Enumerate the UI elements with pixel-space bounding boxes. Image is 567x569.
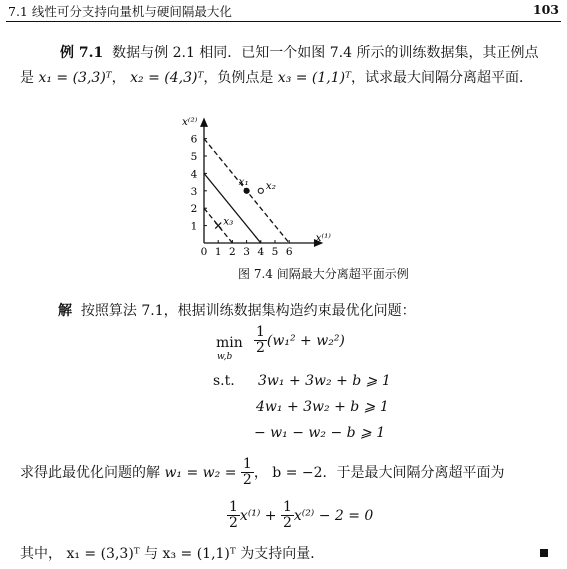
header-rule — [6, 21, 561, 22]
x3-definition: x₃ = (1,1)ᵀ — [277, 70, 352, 86]
page-number: 103 — [532, 2, 559, 17]
separator: ， — [111, 70, 131, 86]
y-tick-label: 5 — [190, 151, 198, 163]
hyper-fraction-1 — [227, 500, 240, 532]
x1-definition: x₁ = (3,3)ᵀ — [38, 70, 112, 86]
fraction-numerator: 1 — [229, 499, 238, 515]
result-b: ， b = −2．于是最大间隔分离超平面为 — [253, 464, 505, 481]
x-tick-label: 0 — [200, 246, 208, 258]
objective — [254, 325, 345, 357]
example-label: 例 7.1 — [60, 45, 104, 61]
result-fraction — [241, 457, 254, 489]
hyper-term-2: x⁽²⁾ − 2 = 0 — [293, 507, 374, 524]
constraint-1 — [258, 373, 391, 389]
subject-to-label: s.t. — [213, 373, 235, 389]
result-line — [20, 457, 505, 489]
figure-caption: 图 7.4 间隔最大分离超平面示例 — [238, 267, 409, 281]
point-label: x₃ — [223, 215, 234, 228]
example-line-1 — [60, 42, 538, 62]
y-tick-label: 4 — [190, 168, 198, 181]
x-tick-label: 2 — [229, 246, 236, 258]
example-tail: ，试求最大间隔分离超平面． — [351, 70, 534, 86]
result-prefix: 求得此最优化问题的解 — [20, 464, 165, 481]
y-tick-label: 3 — [190, 185, 198, 198]
figure-7-4-plot — [176, 108, 406, 263]
objective-expression: (w₁² + w₂²) — [266, 332, 345, 349]
positive-point-marker — [244, 188, 249, 193]
min-operator: min — [216, 335, 243, 351]
fraction-numerator: 1 — [282, 499, 292, 515]
separating-hyperplane — [204, 173, 261, 243]
x-tick-label: 4 — [257, 246, 265, 258]
x-tick-label: 6 — [285, 246, 293, 258]
constraint-3 — [254, 425, 385, 441]
hyperplane-equation — [227, 500, 373, 532]
support-vectors-line: 其中， x₁ = (3,3)ᵀ 与 x₃ = (1,1)ᵀ 为支持向量． — [20, 546, 325, 562]
fraction-denominator: 2 — [242, 472, 252, 489]
solution-intro — [58, 300, 416, 320]
y-tick-label: 6 — [190, 133, 198, 146]
point-label: x₁ — [238, 175, 249, 188]
fraction-denominator: 2 — [282, 515, 292, 532]
y-axis-arrow — [201, 119, 207, 126]
y-tick-label: 1 — [190, 220, 198, 233]
half-fraction — [254, 325, 267, 357]
constraint-2 — [256, 399, 389, 415]
fraction-denominator: 2 — [256, 340, 265, 357]
example-prefix: 是 — [20, 70, 39, 86]
x2-definition: x₂ = (4,3)ᵀ — [130, 70, 204, 86]
point-label: x₂ — [265, 179, 276, 192]
fraction-numerator: 1 — [242, 456, 252, 472]
x-tick-label: 3 — [243, 246, 250, 258]
y-axis-label: x⁽²⁾ — [182, 116, 198, 129]
qed-square — [540, 549, 548, 557]
positive-point-marker — [258, 188, 263, 193]
result-w: w₁ = w₂ = — [164, 464, 241, 481]
x-tick-label: 5 — [271, 246, 279, 258]
x-tick-label: 1 — [214, 246, 222, 258]
solution-label: 解 — [58, 303, 72, 319]
example-line-2 — [20, 67, 533, 87]
solution-intro-text: 按照算法 7.1，根据训练数据集构造约束最优化问题： — [80, 303, 416, 319]
negative-text: ，负例点是 — [203, 70, 278, 86]
data-points — [215, 176, 276, 229]
fraction-denominator: 2 — [229, 515, 238, 532]
x-axis-label: x⁽¹⁾ — [315, 232, 331, 244]
y-tick-label: 2 — [190, 203, 198, 216]
hyper-fraction-2 — [281, 500, 294, 532]
chapter-header: 7.1 线性可分支持向量机与硬间隔最大化 — [8, 4, 232, 19]
fraction-numerator: 1 — [256, 324, 265, 340]
hyper-term-1: x⁽¹⁾ + — [239, 507, 281, 524]
constraint-1-text: 3w₁ + 3w₂ + b ⩾ 1 — [258, 373, 391, 389]
example-text-1: 数据与例 2.1 相同．已知一个如图 7.4 所示的训练数据集，其正例点 — [112, 45, 539, 61]
constraint-3-text: − w₁ − w₂ − b ⩾ 1 — [254, 425, 386, 441]
constraint-2-text: 4w₁ + 3w₂ + b ⩾ 1 — [256, 399, 389, 415]
min-subscript: w,b — [217, 352, 233, 362]
